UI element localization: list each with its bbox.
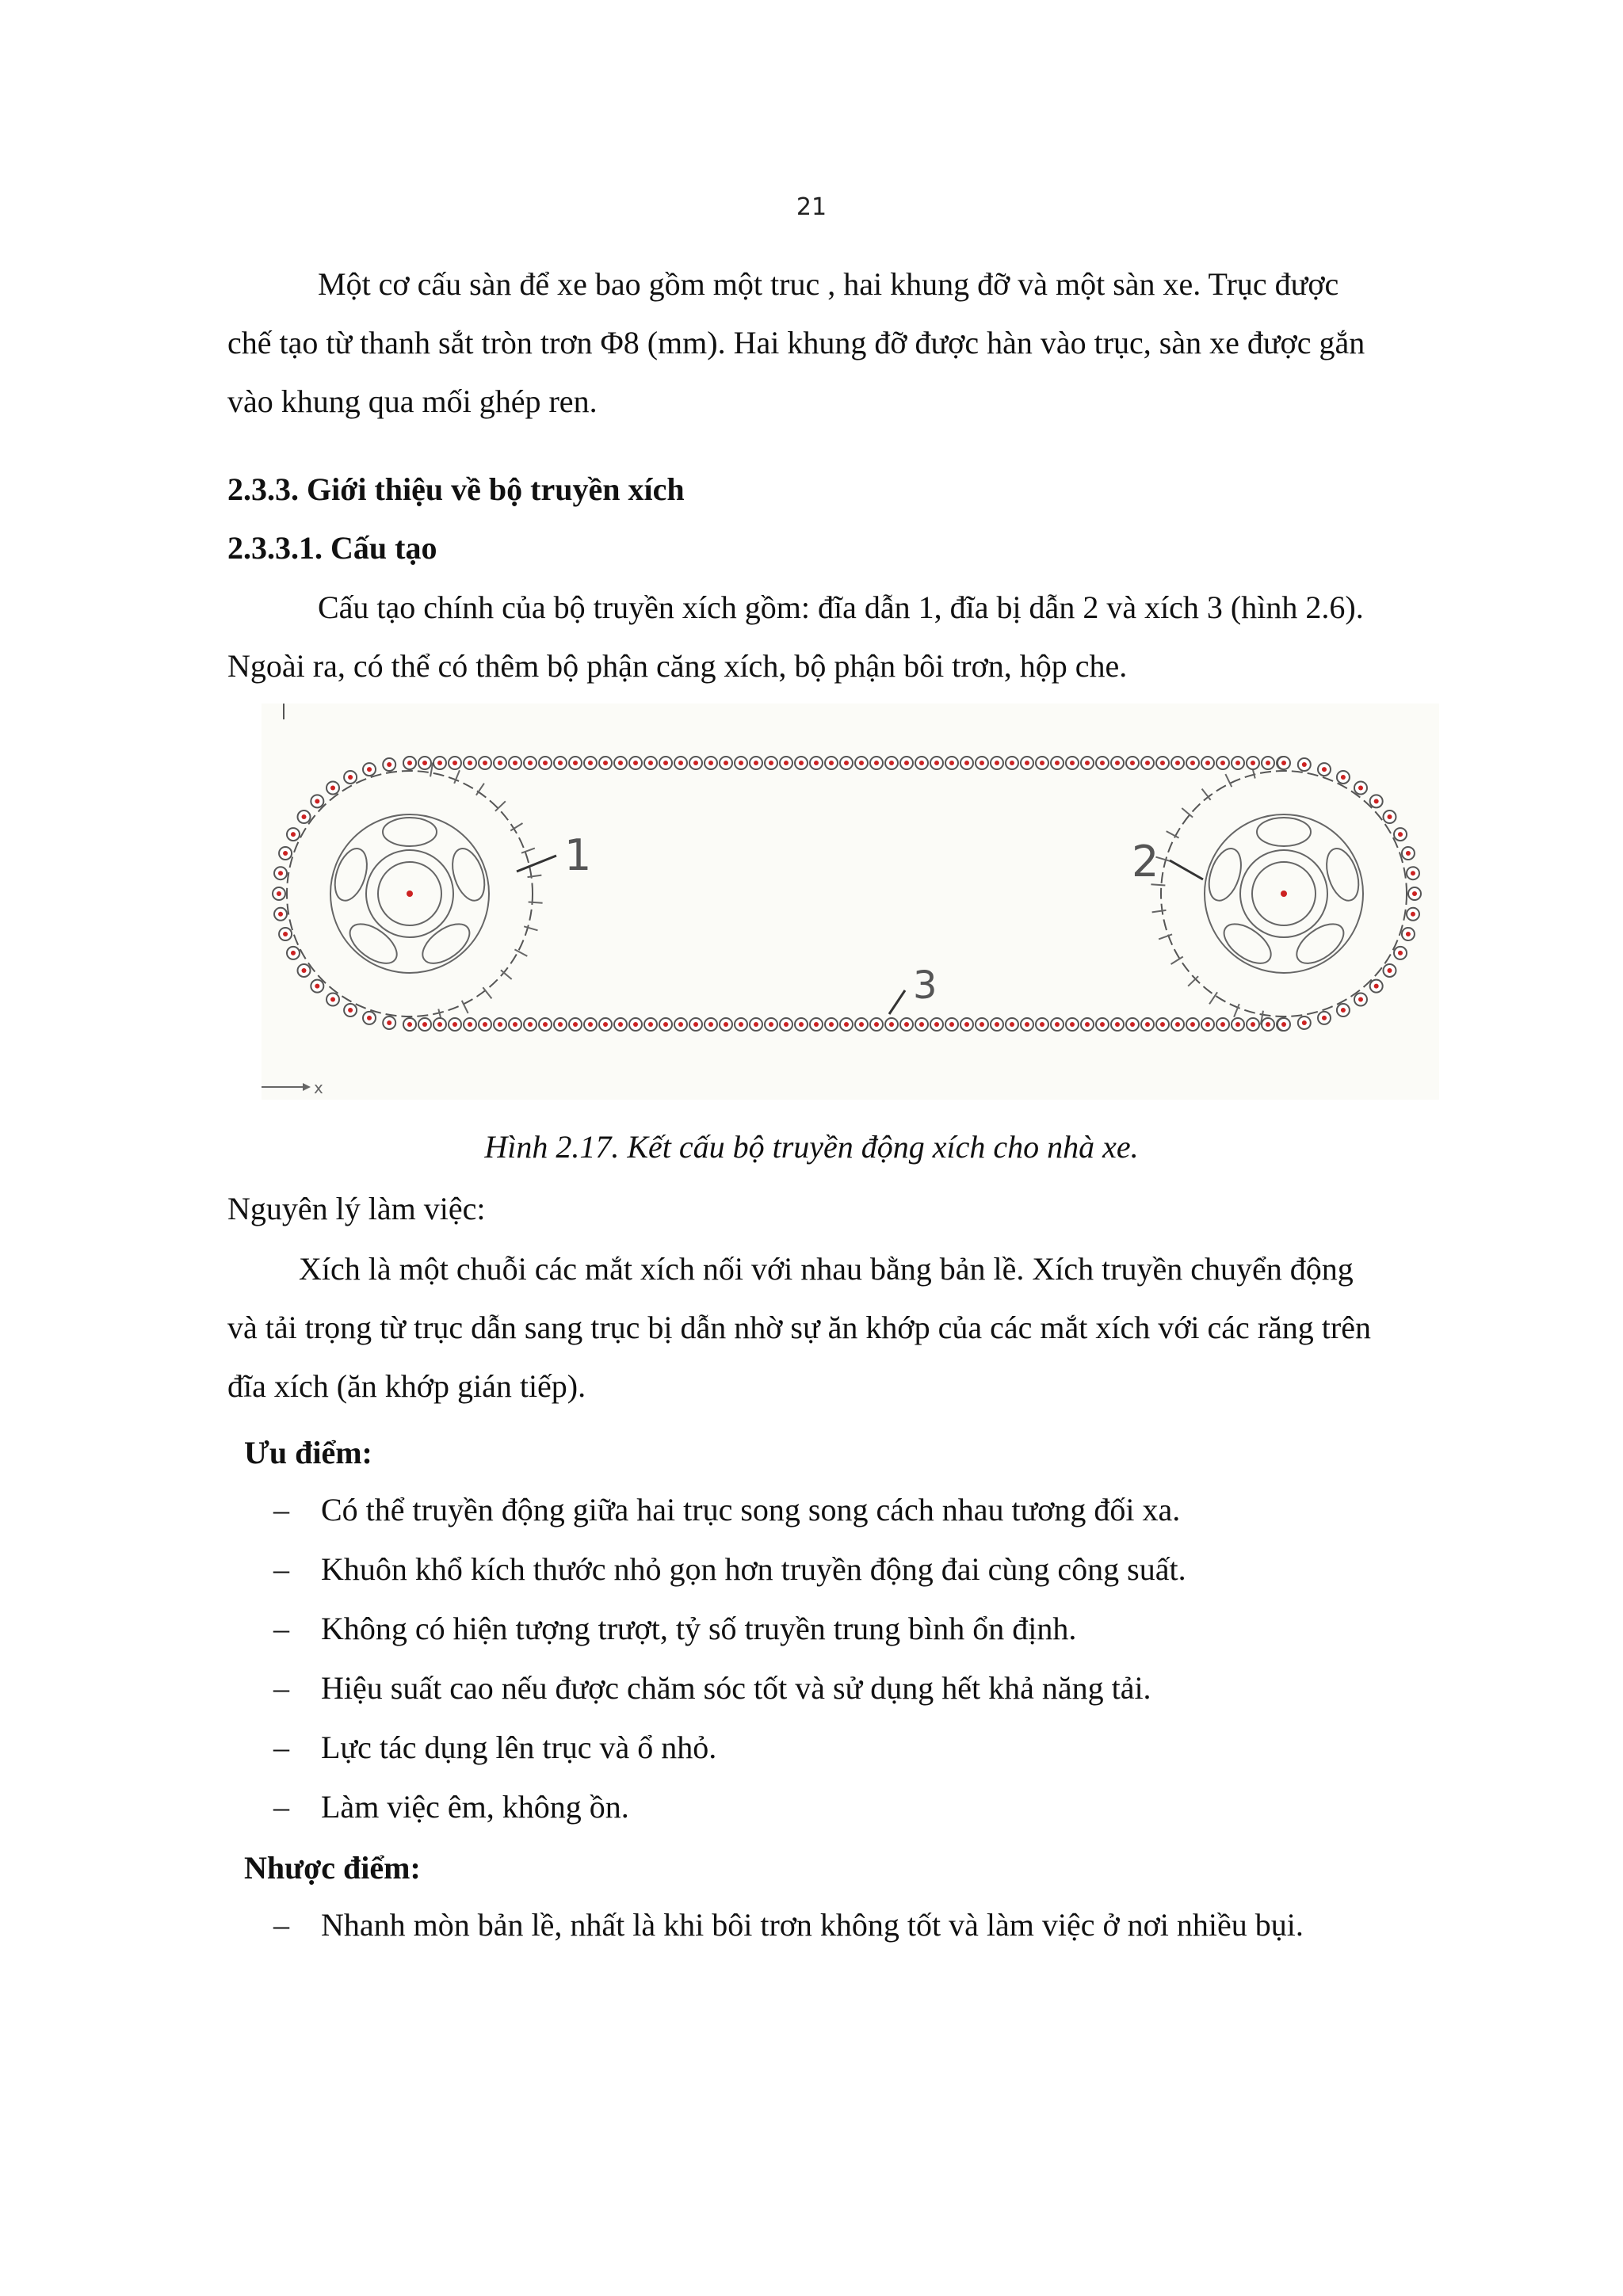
chain-link-pin [1130, 761, 1135, 765]
chain-link-pin [1070, 761, 1075, 765]
chain-link-pin [1235, 761, 1240, 765]
page-number: 21 [796, 193, 827, 221]
chain-link-pin [663, 1022, 668, 1027]
chain-link-pin [949, 1022, 954, 1027]
chain-link-pin [1160, 1022, 1165, 1027]
chain-link-pin [1010, 1022, 1014, 1027]
chain-link-pin [708, 1022, 713, 1027]
chain-link-pin [1374, 984, 1379, 989]
chain-link-pin [1411, 871, 1415, 875]
chain-link-pin [1040, 1022, 1044, 1027]
chain-link-pin [1175, 761, 1180, 765]
text-line: và tải trọng từ trục dẫn sang trục bị dẫn nhờ sự ăn khớp của các mắt xích với các răng trên [227, 1310, 1371, 1345]
chain-link-pin [588, 1022, 593, 1027]
text-line: vào khung qua mối ghép ren. [227, 383, 598, 419]
list-item [273, 1671, 1462, 1730]
principle-paragraph [227, 1240, 1476, 1416]
chain-link-pin [799, 761, 804, 765]
chain-link-pin [1302, 762, 1307, 767]
chain-link-pin [1341, 775, 1346, 780]
chain-link-pin [1100, 1022, 1105, 1027]
chain-link-pin [278, 871, 283, 875]
chain-link-pin [648, 1022, 653, 1027]
chain-link-pin [980, 761, 984, 765]
chain-link-pin [277, 891, 281, 896]
chain-link-pin [1281, 1022, 1286, 1027]
chain-link-pin [437, 761, 442, 765]
chain-link-pin [498, 1022, 502, 1027]
chain-link-pin [904, 1022, 909, 1027]
list-item [273, 1730, 1462, 1790]
chain-link-pin [1025, 1022, 1029, 1027]
label-chain: 3 [913, 963, 938, 1008]
chain-drive-drawing [262, 704, 1439, 1100]
chain-link-pin [769, 761, 773, 765]
chain-link-pin [678, 761, 683, 765]
chain-link-pin [618, 1022, 623, 1027]
chain-link-pin [468, 761, 472, 765]
chain-link-pin [453, 1022, 457, 1027]
chain-link-pin [302, 968, 307, 973]
list-item-text: Làm việc êm, không ồn. [321, 1789, 629, 1825]
chain-link-pin [934, 761, 939, 765]
chain-link-pin [1266, 761, 1270, 765]
chain-link-pin [1251, 1022, 1255, 1027]
label-drive-sprocket: 1 [564, 830, 592, 880]
text-line: Ngoài ra, có thể có thêm bộ phận căng xích, bộ phận bôi trơn, hộp che. [227, 648, 1128, 684]
chain-link-pin [558, 1022, 563, 1027]
chain-link-pin [859, 761, 864, 765]
chain-link-pin [315, 799, 319, 803]
chain-link-pin [603, 1022, 608, 1027]
chain-link-pin [348, 1008, 353, 1013]
principle-label: Nguyên lý làm việc: [227, 1191, 486, 1226]
chain-link-pin [829, 761, 834, 765]
chain-link-pin [367, 767, 372, 772]
chain-link-pin [1358, 997, 1363, 1001]
chain-link-pin [784, 761, 789, 765]
chain-link-pin [1398, 832, 1403, 837]
chain-link-pin [1374, 799, 1379, 803]
chain-link-pin [1205, 761, 1210, 765]
chain-link-pin [330, 997, 335, 1001]
axis-label: x [314, 1078, 323, 1097]
chain-link-pin [889, 1022, 894, 1027]
chain-link-pin [387, 762, 391, 767]
chain-link-pin [829, 1022, 834, 1027]
chain-link-pin [1412, 891, 1417, 896]
chain-drive-figure [262, 704, 1439, 1100]
chain-link-pin [995, 1022, 999, 1027]
chain-link-pin [904, 761, 909, 765]
chain-link-pin [498, 761, 502, 765]
chain-link-pin [1387, 968, 1392, 973]
chain-link-pin [543, 1022, 548, 1027]
chain-link-pin [1235, 1022, 1240, 1027]
chain-link-pin [528, 1022, 533, 1027]
chain-link-pin [1398, 951, 1403, 955]
chain-link-pin [1145, 761, 1150, 765]
chain-link-pin [648, 761, 653, 765]
list-item-text: Khuôn khổ kích thước nhỏ gọn hơn truyền động đai cùng công suất. [321, 1551, 1186, 1587]
text-line: Một cơ cấu sàn để xe bao gồm một truc , hai khung đỡ và một sàn xe. Trục được [318, 266, 1339, 302]
chain-link-pin [1406, 851, 1411, 856]
chain-link-pin [844, 1022, 849, 1027]
chain-link-pin [348, 775, 353, 780]
chain-link-pin [1055, 761, 1060, 765]
chain-link-pin [483, 1022, 487, 1027]
chain-link-pin [708, 761, 713, 765]
chain-link-pin [1358, 786, 1363, 791]
chain-link-pin [302, 814, 307, 819]
chain-link-pin [278, 912, 283, 917]
chain-link-pin [422, 761, 427, 765]
chain-link-pin [513, 1022, 517, 1027]
bullet-dash: – [273, 1789, 289, 1825]
chain-link-pin [633, 761, 638, 765]
bullet-dash: – [273, 1492, 289, 1527]
chain-link-pin [859, 1022, 864, 1027]
list-item [273, 1908, 1462, 1967]
chain-link-pin [663, 761, 668, 765]
list-item-text: Có thể truyền động giữa hai trục song song cách nhau tương đối xa. [321, 1492, 1181, 1527]
chain-link-pin [1220, 1022, 1225, 1027]
bullet-dash: – [273, 1611, 289, 1646]
chain-link-pin [1040, 761, 1044, 765]
chain-link-pin [1341, 1008, 1346, 1013]
chain-link-pin [1070, 1022, 1075, 1027]
chain-link-pin [889, 761, 894, 765]
chain-link-pin [919, 1022, 924, 1027]
chain-link-pin [407, 761, 412, 765]
bullet-dash: – [273, 1670, 289, 1706]
list-item [273, 1790, 1462, 1849]
chain-link-pin [844, 761, 849, 765]
structure-paragraph [227, 578, 1476, 696]
bullet-dash: – [273, 1907, 289, 1943]
chain-link-pin [1145, 1022, 1150, 1027]
chain-link-pin [513, 761, 517, 765]
subsection-heading: 2.3.3.1. Cấu tạo [227, 530, 437, 566]
chain-link-pin [1302, 1020, 1307, 1025]
label-driven-sprocket: 2 [1132, 837, 1159, 887]
chain-link-pin [754, 1022, 758, 1027]
chain-link-pin [1281, 761, 1286, 765]
chain-link-pin [1100, 761, 1105, 765]
chain-link-pin [799, 1022, 804, 1027]
chain-link-pin [407, 1022, 412, 1027]
chain-link-pin [949, 761, 954, 765]
chain-link-pin [784, 1022, 789, 1027]
chain-link-pin [1190, 1022, 1195, 1027]
chain-link-pin [739, 761, 743, 765]
list-item-text: Hiệu suất cao nếu được chăm sóc tốt và sử dụng hết khả năng tải. [321, 1670, 1151, 1706]
list-item [273, 1493, 1462, 1552]
chain-link-pin [814, 1022, 819, 1027]
chain-link-pin [1115, 761, 1120, 765]
chain-link-pin [573, 1022, 578, 1027]
figure-caption: Hình 2.17. Kết cấu bộ truyền động xích cho nhà xe. [484, 1129, 1139, 1165]
chain-link-pin [1406, 932, 1411, 936]
chain-link-pin [964, 761, 969, 765]
chain-link-pin [1115, 1022, 1120, 1027]
chain-link-pin [633, 1022, 638, 1027]
chain-link-pin [1266, 1022, 1270, 1027]
chain-link-pin [291, 832, 296, 837]
chain-link-pin [483, 761, 487, 765]
chain-link-pin [739, 1022, 743, 1027]
chain-link-pin [1411, 912, 1415, 917]
chain-link-pin [964, 1022, 969, 1027]
chain-link-pin [588, 761, 593, 765]
chain-link-pin [528, 761, 533, 765]
chain-link-pin [919, 761, 924, 765]
disadvantages-list [273, 1908, 1462, 1967]
chain-link-pin [1055, 1022, 1060, 1027]
chain-link-pin [724, 1022, 728, 1027]
chain-link-pin [934, 1022, 939, 1027]
chain-link-pin [283, 932, 288, 936]
list-item [273, 1611, 1462, 1671]
disadvantages-heading: Nhược điểm: [244, 1850, 421, 1886]
list-item-text: Nhanh mòn bản lề, nhất là khi bôi trơn không tốt và làm việc ở nơi nhiều bụi. [321, 1907, 1304, 1943]
chain-link-pin [558, 761, 563, 765]
chain-link-pin [453, 761, 457, 765]
chain-link-pin [814, 761, 819, 765]
intro-paragraph [227, 255, 1476, 431]
chain-link-pin [1322, 1016, 1327, 1020]
text-line: Xích là một chuỗi các mắt xích nối với nhau bằng bản lề. Xích truyền chuyển động [299, 1251, 1354, 1287]
chain-link-pin [1025, 761, 1029, 765]
chain-link-pin [769, 1022, 773, 1027]
chain-link-pin [330, 786, 335, 791]
chain-link-pin [1130, 1022, 1135, 1027]
chain-link-pin [367, 1016, 372, 1020]
chain-link-pin [693, 761, 698, 765]
chain-link-pin [468, 1022, 472, 1027]
advantages-heading: Ưu điểm: [244, 1435, 372, 1470]
chain-link-pin [422, 1022, 427, 1027]
chain-link-pin [1010, 761, 1014, 765]
list-item [273, 1552, 1462, 1611]
chain-link-pin [1085, 1022, 1090, 1027]
chain-link-pin [754, 761, 758, 765]
chain-link-pin [995, 761, 999, 765]
text-line: đĩa xích (ăn khớp gián tiếp). [227, 1368, 586, 1404]
chain-link-pin [874, 1022, 879, 1027]
chain-link-pin [1175, 1022, 1180, 1027]
chain-link-pin [387, 1020, 391, 1025]
list-item-text: Lực tác dụng lên trục và ổ nhỏ. [321, 1730, 717, 1765]
chain-link-pin [980, 1022, 984, 1027]
chain-link-pin [1387, 814, 1392, 819]
chain-link-pin [678, 1022, 683, 1027]
text-line: chế tạo từ thanh sắt tròn trơn Φ8 (mm). Hai khung đỡ được hàn vào trục, sàn xe được gắn [227, 325, 1365, 360]
chain-link-pin [315, 984, 319, 989]
list-item-text: Không có hiện tượng trượt, tỷ số truyền trung bình ổn định. [321, 1611, 1077, 1646]
chain-link-pin [603, 761, 608, 765]
chain-link-pin [874, 761, 879, 765]
chain-link-pin [1160, 761, 1165, 765]
chain-link-pin [618, 761, 623, 765]
bullet-dash: – [273, 1730, 289, 1765]
chain-link-pin [724, 761, 728, 765]
chain-link-pin [573, 761, 578, 765]
chain-link-pin [1190, 761, 1195, 765]
section-heading: 2.3.3. Giới thiệu về bộ truyền xích [227, 471, 685, 507]
chain-link-pin [1251, 761, 1255, 765]
chain-link-pin [437, 1022, 442, 1027]
chain-link-pin [1205, 1022, 1210, 1027]
chain-link-pin [1220, 761, 1225, 765]
bullet-dash: – [273, 1551, 289, 1587]
chain-link-pin [543, 761, 548, 765]
chain-link-pin [1322, 767, 1327, 772]
chain-link-pin [1085, 761, 1090, 765]
chain-link-pin [283, 851, 288, 856]
chain-link-pin [693, 1022, 698, 1027]
text-line: Cấu tạo chính của bộ truyền xích gồm: đĩa dẫn 1, đĩa bị dẫn 2 và xích 3 (hình 2.6). [318, 589, 1364, 625]
advantages-list [273, 1493, 1462, 1849]
chain-link-pin [291, 951, 296, 955]
